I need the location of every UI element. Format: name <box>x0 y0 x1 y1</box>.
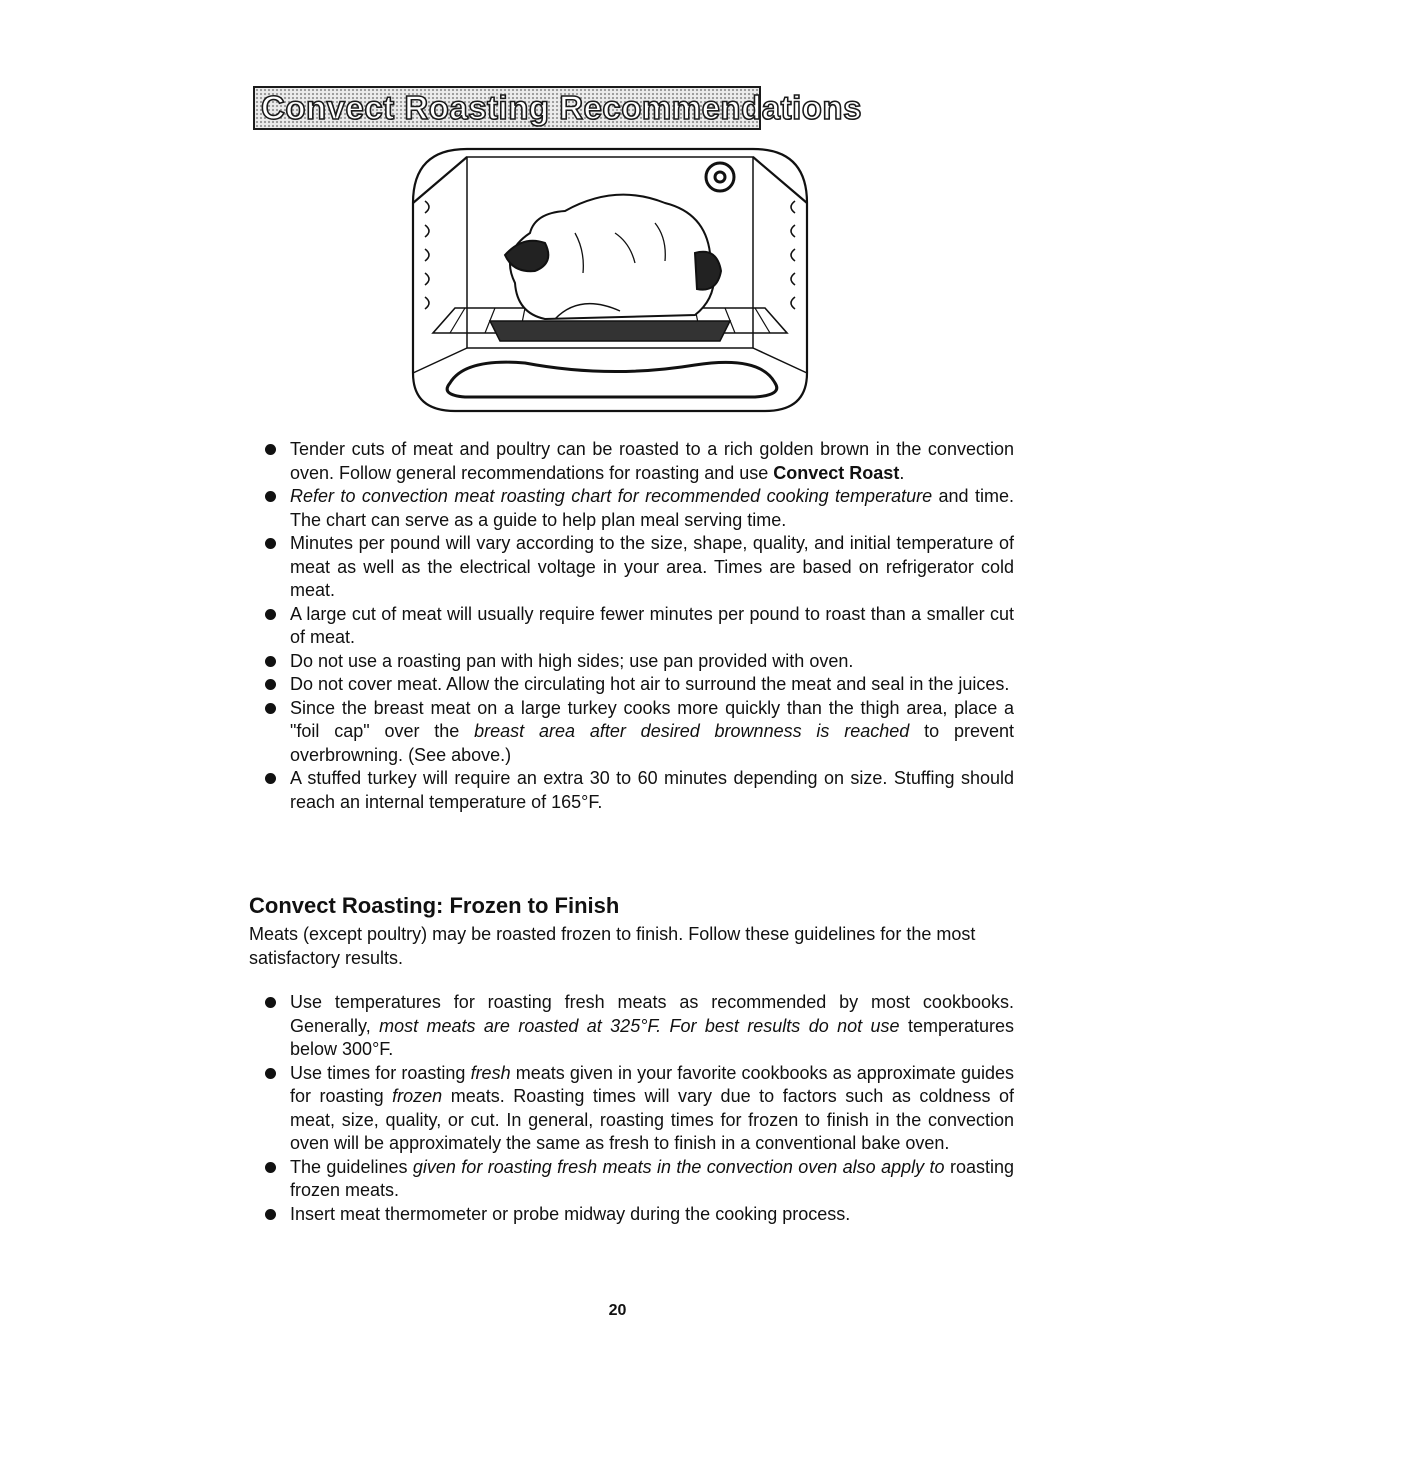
frozen-to-finish-list <box>262 991 1014 1226</box>
section-title-banner <box>253 86 862 130</box>
list-item: Use temperatures for roasting fresh meats as recommended by most cookbooks. Generally, most meats are roasted at 325°F. For best results do not use temperatures below 300°F. <box>262 991 1014 1062</box>
convect-roasting-list <box>262 438 1014 814</box>
page-number: 20 <box>608 1302 627 1319</box>
list-item: Tender cuts of meat and poultry can be roasted to a rich golden brown in the convection oven. Follow general recommendations for roasting and use Convect Roast. <box>262 438 1014 485</box>
list-item: Minutes per pound will vary according to the size, shape, quality, and initial temperature of meat as well as the electrical voltage in your area. Times are based on refrigerator cold meat. <box>262 532 1014 603</box>
list-item: Do not use a roasting pan with high sides; use pan provided with oven. <box>262 650 1014 674</box>
list-item: A stuffed turkey will require an extra 30 to 60 minutes depending on size. Stuffing should reach an internal temperature of 165°F. <box>262 767 1014 814</box>
section-title: Convect Roasting Recommendations <box>261 89 862 126</box>
section-intro: Meats (except poultry) may be roasted frozen to finish. Follow these guidelines for the most satisfactory results. <box>249 924 976 968</box>
oven-turkey-icon <box>405 143 815 415</box>
section-heading: Convect Roasting: Frozen to Finish <box>249 893 620 918</box>
list-item: Insert meat thermometer or probe midway during the cooking process. <box>262 1203 1014 1227</box>
list-item: Use times for roasting fresh meats given in your favorite cookbooks as approximate guides for roasting frozen meats. Roasting times will vary due to factors such as coldness of meat, size, quality, or cut. In general, roasting times for frozen to finish in the convection oven will be approximately the same as fresh to finish in a conventional bake oven. <box>262 1062 1014 1156</box>
list-item: The guidelines given for roasting fresh meats in the convection oven also apply to roasting frozen meats. <box>262 1156 1014 1203</box>
list-item: A large cut of meat will usually require fewer minutes per pound to roast than a smaller cut of meat. <box>262 603 1014 650</box>
list-item: Refer to convection meat roasting chart for recommended cooking temperature and time. The chart can serve as a guide to help plan meal serving time. <box>262 485 1014 532</box>
list-item: Since the breast meat on a large turkey cooks more quickly than the thigh area, place a "foil cap" over the breast area after desired brownness is reached to prevent overbrowning. (See above.) <box>262 697 1014 768</box>
list-item: Do not cover meat. Allow the circulating hot air to surround the meat and seal in the juices. <box>262 673 1014 697</box>
